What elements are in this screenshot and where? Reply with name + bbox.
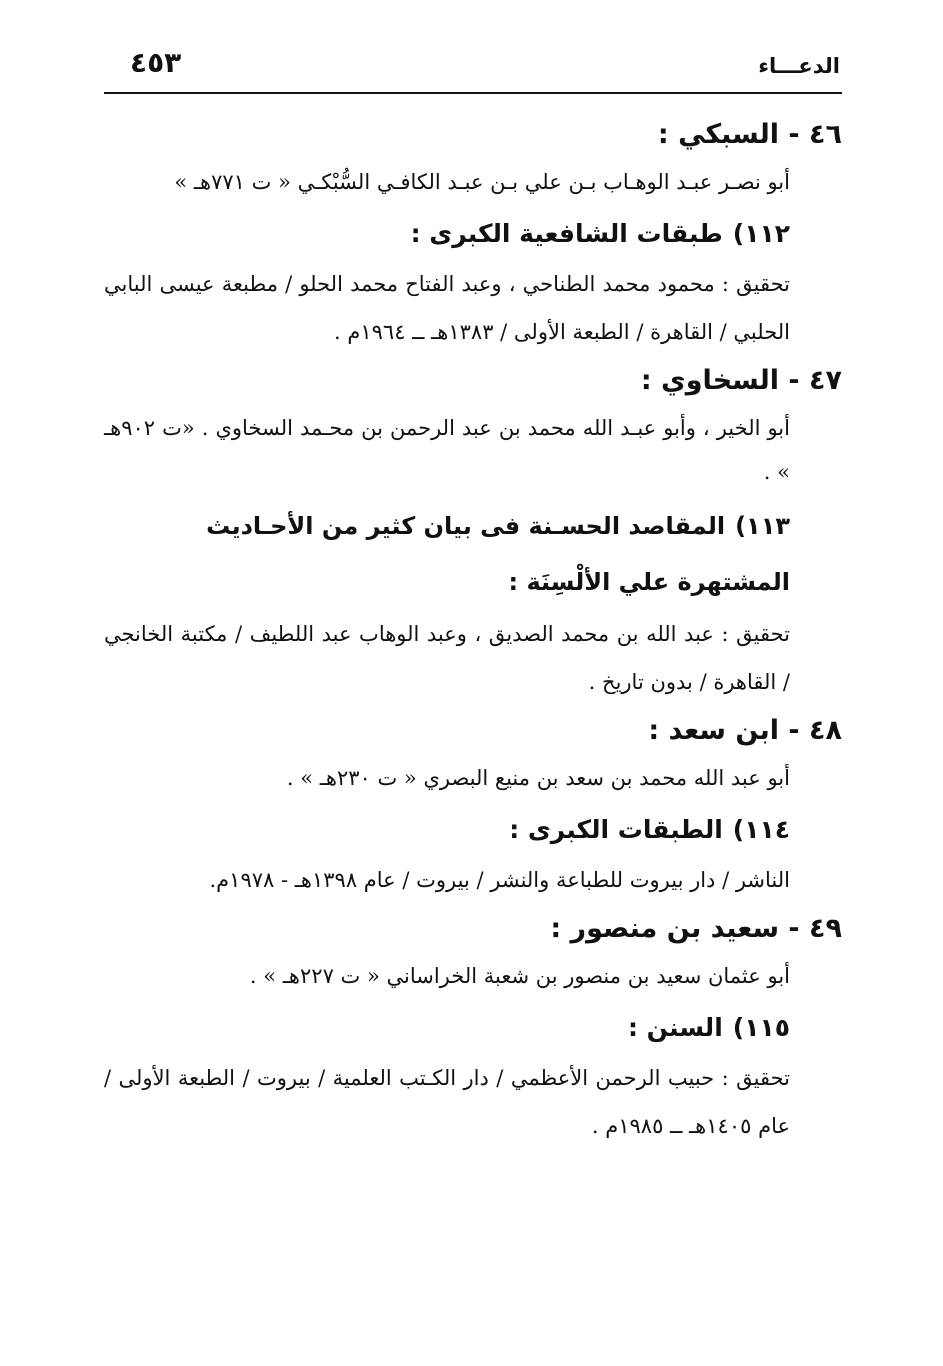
running-title: الدعـــاء (758, 54, 840, 78)
book-number: ١١٣) (735, 512, 790, 540)
author-heading: ٤٦ - السبكي : (657, 119, 842, 150)
author-bio: أبو الخير ، وأبو عبـد الله محمد بن عبد الرحمن بن محـمد السخاوي . «ت ٩٠٢هـ » . (104, 416, 790, 484)
book-details: تحقيق : عبد الله بن محمد الصديق ، وعبد الوهاب عبد اللطيف / مكتبة الخانجي / القاهرة / بدون تاريخ . (104, 622, 790, 694)
book-heading (104, 498, 790, 610)
book-details: الناشر / دار بيروت للطباعة والنشر / بيروت / عام ١٣٩٨هـ - ١٩٧٨م. (209, 868, 790, 892)
book-details: تحقيق : محمود محمد الطناحي ، وعبد الفتاح محمد الحلو / مطبعة عيسى البابي الحلبي / القاهرة / الطبعة الأولى / ١٣٨٣هـ ــ ١٩٦٤م . (104, 272, 790, 344)
page-header (104, 44, 842, 94)
author-bio: أبو نصـر عبـد الوهـاب بـن علي بـن عبـد الكافـي السُّبْكـي « ت ٧٧١هـ » (174, 170, 790, 194)
author-heading: ٤٩ - سعيد بن منصور : (550, 913, 842, 944)
book-number: ١١٤) (732, 815, 790, 844)
author-bio: أبو عبد الله محمد بن سعد بن منيع البصري « ت ٢٣٠هـ » . (286, 766, 790, 790)
author-heading: ٤٨ - ابن سعد : (648, 715, 842, 746)
author-entry-ibn-sad (104, 706, 842, 904)
book-heading (104, 804, 790, 856)
book-details: تحقيق : حبيب الرحمن الأعظمي / دار الكـتب العلمية / بيروت / الطبعة الأولى / عام ١٤٠٥هـ ــ ١٩٨٥م . (104, 1066, 790, 1138)
author-entry-said-ibn-mansur (104, 904, 842, 1150)
book-number: ١١٥) (732, 1013, 790, 1042)
book-number: ١١٢) (732, 219, 790, 248)
page-number: ٤٥٣ (130, 46, 182, 79)
bibliography-content (104, 110, 842, 1150)
author-entry-subki (104, 110, 842, 356)
book-heading (104, 1002, 790, 1054)
author-entry-sakhawi (104, 356, 842, 706)
book-heading (104, 208, 790, 260)
book-title: المقاصد الحسـنة فى بيان كثير من الأحـاديث المشتهرة علي الألْسِنَة : (206, 512, 790, 596)
book-title: الطبقات الكبرى : (509, 815, 723, 844)
author-bio: أبو عثمان سعيد بن منصور بن شعبة الخراساني « ت ٢٢٧هـ » . (249, 964, 790, 988)
book-title: طبقات الشافعية الكبرى : (410, 219, 723, 248)
book-title: السنن : (627, 1013, 723, 1042)
author-heading: ٤٧ - السخاوي : (640, 365, 842, 396)
